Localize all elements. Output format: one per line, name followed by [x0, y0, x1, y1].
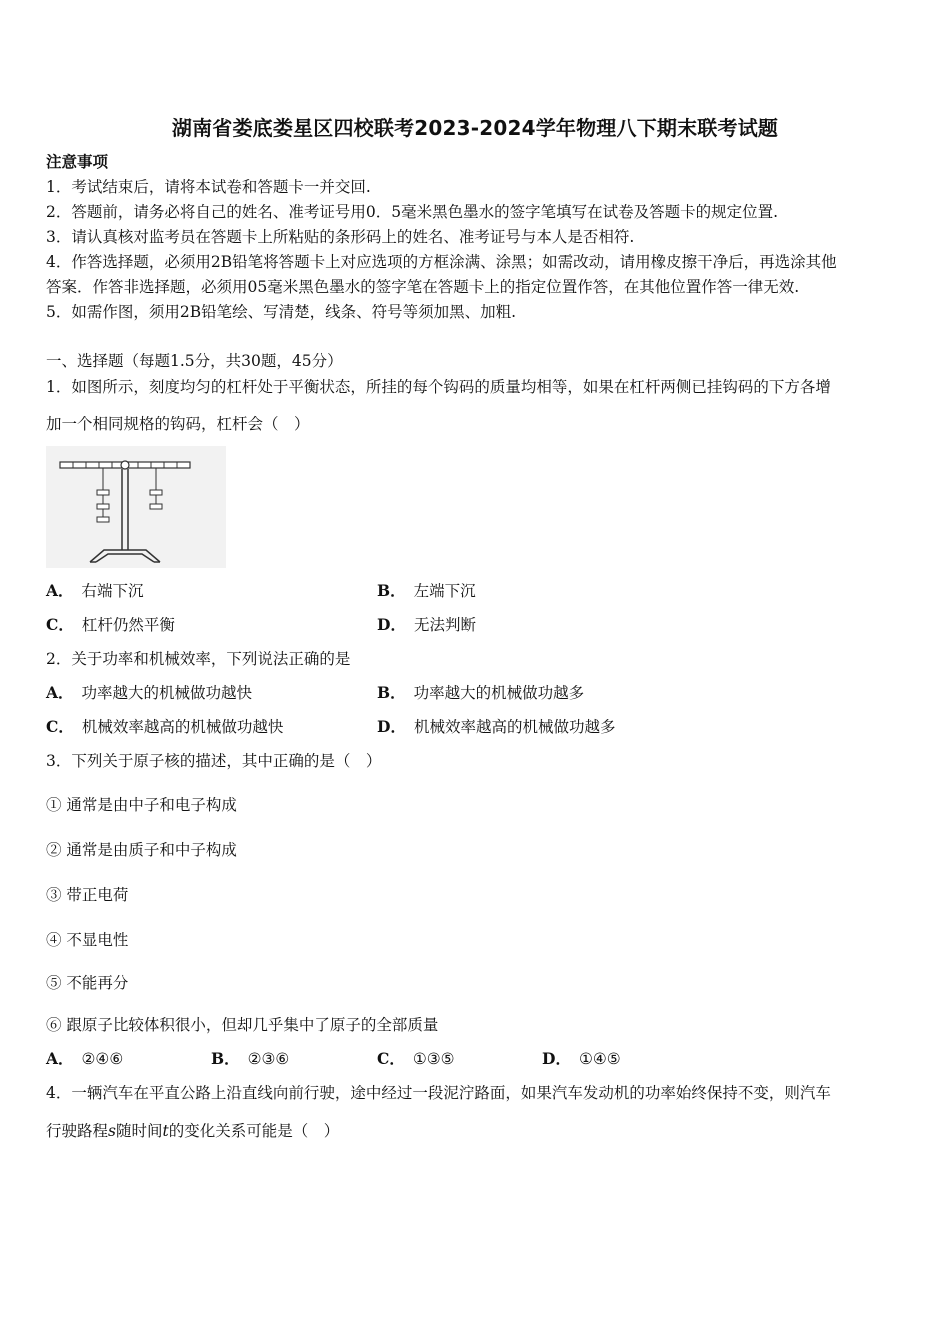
- question-3-statement: ⑤ 不能再分: [46, 974, 129, 992]
- section-heading: 一、选择题（每题1.5分，共30题，45分）: [46, 352, 343, 370]
- question-3-statement: ④ 不显电性: [46, 931, 129, 949]
- option-letter: C．: [46, 615, 74, 634]
- question-1-stem-line1: 1．如图所示，刻度均匀的杠杆处于平衡状态，所挂的每个钩码的质量均相等，如果在杠杆两侧已挂钩码的下方各增: [46, 378, 831, 396]
- option-letter: A．: [46, 581, 74, 600]
- notes-item: 3．请认真核对监考员在答题卡上所粘贴的条形码上的姓名、准考证号与本人是否相符.: [46, 228, 635, 246]
- question-4-stem-line2: [46, 1121, 339, 1141]
- option-letter: B．: [377, 581, 406, 600]
- variable-t: t: [162, 1122, 169, 1140]
- notes-item: 答案．作答非选择题，必须用05毫米黑色墨水的签字笔在答题卡上的指定位置作答，在其他位置作答一律无效.: [46, 278, 800, 296]
- notes-item: 2．答题前，请务必将自己的姓名、准考证号用0．5毫米黑色墨水的签字笔填写在试卷及答题卡的规定位置.: [46, 203, 779, 221]
- question-3-option-c[interactable]: [377, 1049, 455, 1069]
- stem-text: 随时间: [115, 1122, 163, 1140]
- option-letter: D．: [542, 1049, 571, 1068]
- option-text: 无法判断: [413, 616, 476, 634]
- notes-heading: 注意事项: [46, 152, 109, 171]
- notes-item: 5．如需作图，须用2B铅笔绘、写清楚，线条、符号等须加黑、加粗.: [46, 303, 517, 321]
- option-text: 右端下沉: [81, 582, 144, 600]
- option-text: 左端下沉: [413, 582, 476, 600]
- question-2-stem: 2．关于功率和机械效率，下列说法正确的是: [46, 650, 351, 668]
- stem-text: 的变化关系可能是（ ）: [168, 1122, 340, 1140]
- option-text: 功率越大的机械做功越快: [81, 684, 253, 702]
- question-3-statement: ① 通常是由中子和电子构成: [46, 796, 237, 814]
- option-text: 杠杆仍然平衡: [81, 616, 175, 634]
- option-letter: A．: [46, 1049, 74, 1068]
- page-title: 湖南省娄底娄星区四校联考2023-2024学年物理八下期末联考试题: [171, 116, 779, 140]
- question-3-statement: ③ 带正电荷: [46, 886, 129, 904]
- question-1-option-a[interactable]: [46, 581, 144, 601]
- lever-figure: [46, 446, 226, 568]
- question-3-option-d[interactable]: [542, 1049, 621, 1069]
- question-3-stem: 3．下列关于原子核的描述，其中正确的是（ ）: [46, 752, 382, 770]
- notes-item: 1．考试结束后，请将本试卷和答题卡一并交回.: [46, 178, 371, 196]
- question-3-option-a[interactable]: [46, 1049, 123, 1069]
- option-letter: D．: [377, 615, 406, 634]
- stem-text: 行驶路程: [46, 1122, 109, 1140]
- question-2-option-c[interactable]: [46, 717, 283, 737]
- notes-item: 4．作答选择题，必须用2B铅笔将答题卡上对应选项的方框涂满、涂黑；如需改动，请用橡皮擦干净后，再选涂其他: [46, 253, 837, 271]
- question-1-stem-line2: 加一个相同规格的钩码，杠杆会（ ）: [46, 415, 310, 433]
- option-letter: C．: [377, 1049, 405, 1068]
- option-text: ①④⑤: [578, 1050, 621, 1068]
- option-letter: B．: [211, 1049, 240, 1068]
- option-letter: D．: [377, 717, 406, 736]
- pivot-point: [121, 461, 129, 469]
- question-1-option-d[interactable]: [377, 615, 476, 635]
- option-letter: A．: [46, 683, 74, 702]
- question-3-option-b[interactable]: [211, 1049, 289, 1069]
- option-text: 机械效率越高的机械做功越多: [413, 718, 616, 736]
- question-3-statement: ② 通常是由质子和中子构成: [46, 841, 237, 859]
- option-text: ①③⑤: [412, 1050, 455, 1068]
- option-letter: C．: [46, 717, 74, 736]
- question-4-stem-line1: 4．一辆汽车在平直公路上沿直线向前行驶，途中经过一段泥泞路面，如果汽车发动机的功率始终保持不变，则汽车: [46, 1084, 831, 1102]
- question-1-option-c[interactable]: [46, 615, 175, 635]
- question-3-statement: ⑥ 跟原子比较体积很小，但却几乎集中了原子的全部质量: [46, 1016, 439, 1034]
- option-text: ②③⑥: [247, 1050, 290, 1068]
- option-letter: B．: [377, 683, 406, 702]
- option-text: 机械效率越高的机械做功越快: [81, 718, 284, 736]
- question-2-option-a[interactable]: [46, 683, 252, 703]
- question-1-option-b[interactable]: [377, 581, 476, 601]
- variable-s: s: [108, 1122, 116, 1140]
- question-2-option-b[interactable]: [377, 683, 584, 703]
- option-text: 功率越大的机械做功越多: [413, 684, 585, 702]
- option-text: ②④⑥: [81, 1050, 124, 1068]
- question-2-option-d[interactable]: [377, 717, 615, 737]
